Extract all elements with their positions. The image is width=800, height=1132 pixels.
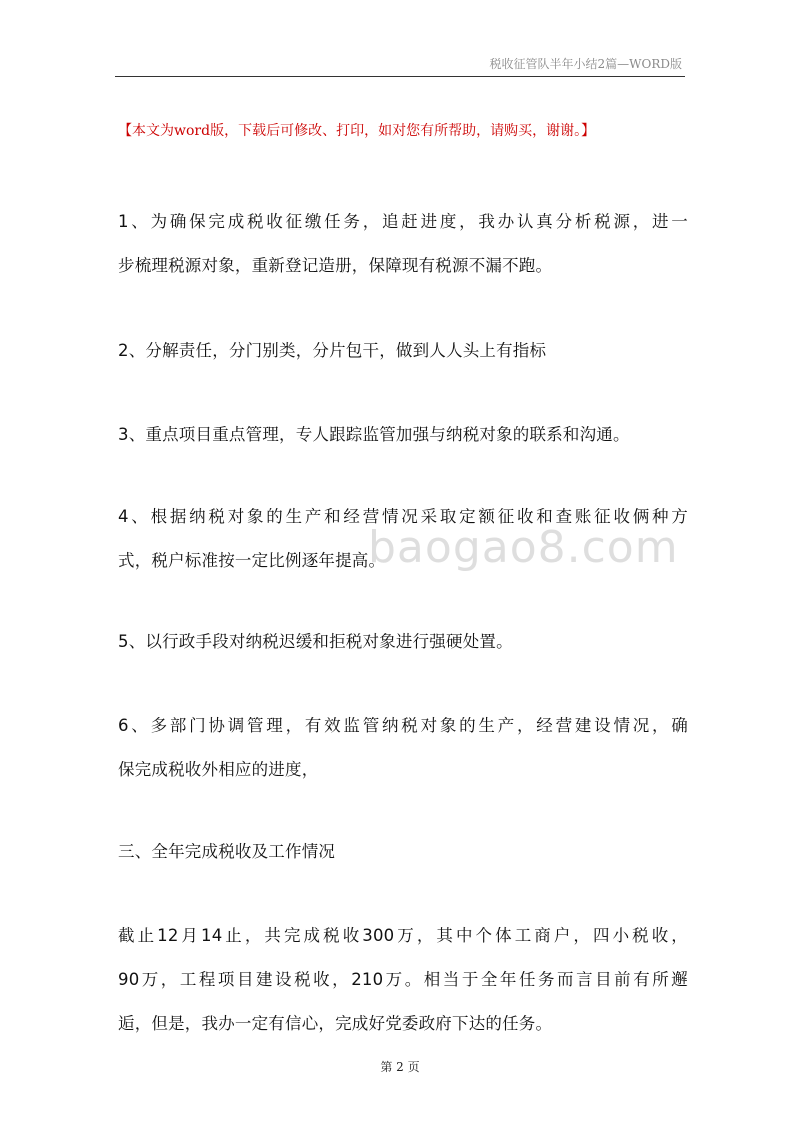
paragraph-line: 步梳理税源对象，重新登记造册，保障现有税源不漏不跑。 bbox=[118, 256, 553, 275]
paragraph-5 bbox=[118, 620, 688, 664]
paragraph-line: 三、全年完成税收及工作情况 bbox=[118, 842, 336, 861]
paragraph-line: 截止12月14止，共完成税收300万，其中个体工商户，四小税收， bbox=[118, 926, 688, 945]
paragraph-7 bbox=[118, 914, 688, 1046]
paragraph-6 bbox=[118, 704, 688, 792]
paragraph-line: 式，税户标准按一定比例逐年提高。 bbox=[118, 551, 386, 570]
page-number: 第 2 页 bbox=[380, 1060, 420, 1074]
paragraph-2 bbox=[118, 329, 688, 373]
paragraph-line: 90万，工程项目建设税收，210万。相当于全年任务而言目前有所邂 bbox=[118, 970, 688, 989]
paragraph-line: 4、根据纳税对象的生产和经营情况采取定额征收和查账征收俩种方 bbox=[118, 507, 688, 526]
purchase-notice: 【本文为word版，下载后可修改、打印，如对您有所帮助，请购买，谢谢。】 bbox=[118, 123, 596, 139]
paragraph-line: 保完成税收外相应的进度， bbox=[118, 760, 319, 779]
paragraph-line: 6、多部门协调管理，有效监管纳税对象的生产，经营建设情况，确 bbox=[118, 716, 688, 735]
paragraph-3 bbox=[118, 413, 688, 457]
paragraph-line: 1、为确保完成税收征缴任务，追赶进度，我办认真分析税源，进一 bbox=[118, 212, 688, 231]
header-divider bbox=[115, 76, 685, 77]
paragraph-line: 3、重点项目重点管理，专人跟踪监管加强与纳税对象的联系和沟通。 bbox=[118, 425, 630, 444]
paragraph-line: 逅，但是，我办一定有信心，完成好党委政府下达的任务。 bbox=[118, 1014, 553, 1033]
watermark-text: baogao8.com bbox=[368, 522, 679, 573]
section-heading bbox=[118, 830, 688, 874]
paragraph-line: 5、以行政手段对纳税迟缓和拒税对象进行强硬处置。 bbox=[118, 632, 513, 651]
paragraph-line: 2、分解责任，分门别类，分片包干，做到人人头上有指标 bbox=[118, 341, 547, 360]
paragraph-1 bbox=[118, 200, 688, 288]
header-title: 税收征管队半年小结2篇—WORD版 bbox=[489, 57, 682, 71]
